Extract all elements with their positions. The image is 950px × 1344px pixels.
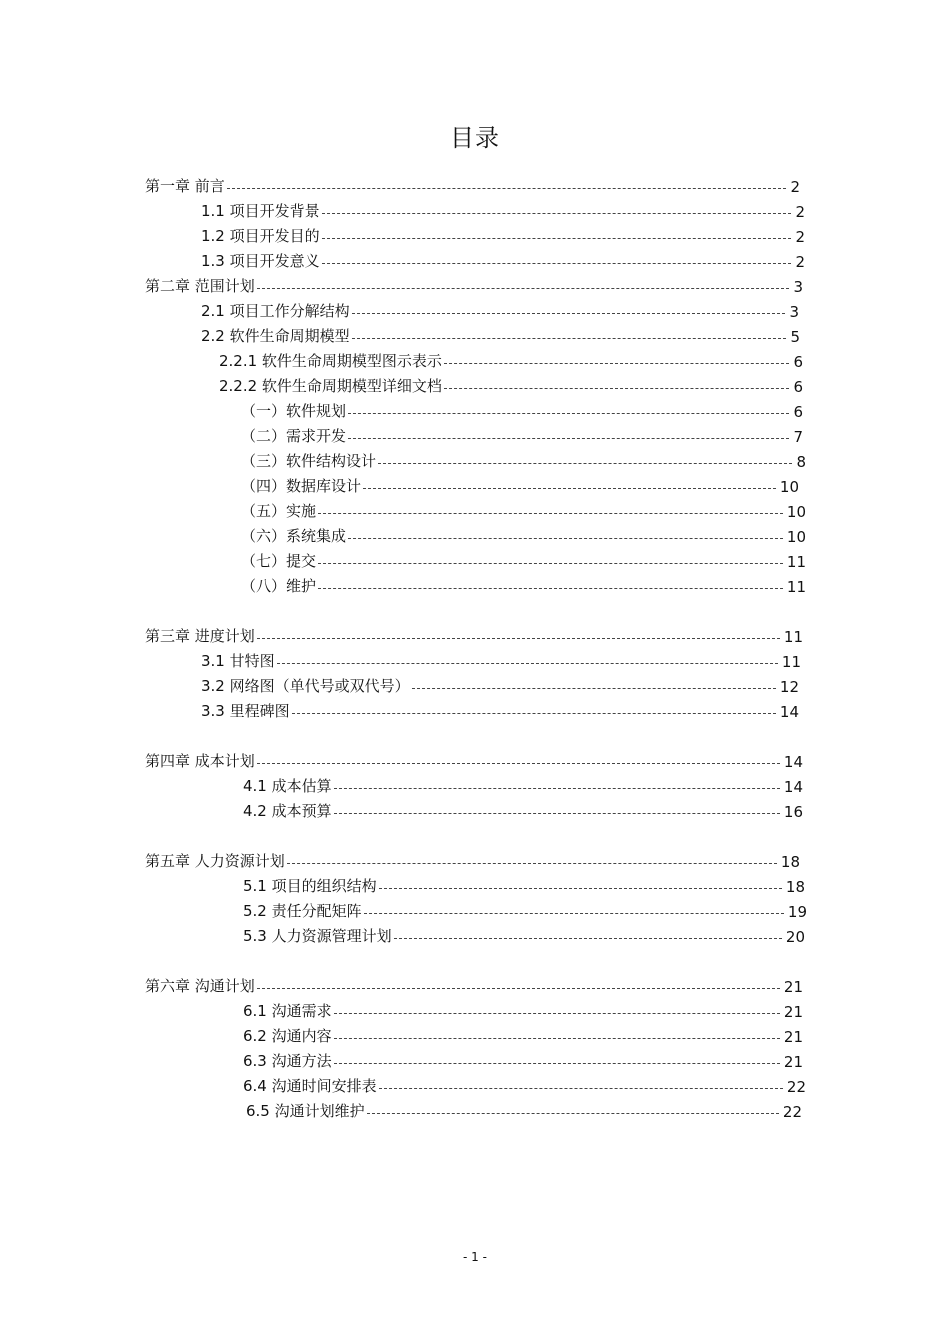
toc-entry-page: 14 <box>779 703 799 721</box>
toc-entry-page: 2 <box>790 178 800 196</box>
toc-entry[interactable] <box>241 472 799 496</box>
toc-entry-page: 11 <box>786 578 806 596</box>
toc-entry-label: 3.3 里程碑图 <box>201 702 290 720</box>
toc-leader <box>292 713 776 714</box>
toc-entry-page: 10 <box>786 528 806 546</box>
toc-entry-page: 18 <box>780 853 800 871</box>
toc-leader <box>394 938 782 939</box>
toc-entry-page: 21 <box>783 978 803 996</box>
toc-entry[interactable] <box>241 397 803 421</box>
toc-entry-label: 1.3 项目开发意义 <box>201 252 320 270</box>
toc-leader <box>378 463 792 464</box>
toc-entry[interactable] <box>243 997 803 1021</box>
toc-entry-page: 11 <box>783 628 803 646</box>
toc-entry-label: 3.1 甘特图 <box>201 652 275 670</box>
toc-leader <box>444 388 790 389</box>
toc-leader <box>257 288 790 289</box>
toc-entry[interactable] <box>145 172 800 196</box>
toc-entry[interactable] <box>243 1072 806 1096</box>
toc-entry[interactable] <box>145 972 803 996</box>
toc-entry[interactable] <box>201 222 805 246</box>
toc-entry[interactable] <box>243 872 805 896</box>
toc-entry[interactable] <box>201 697 799 721</box>
page-title: 目录 <box>450 124 500 152</box>
toc-entry-page: 16 <box>783 803 803 821</box>
toc-leader <box>318 513 783 514</box>
toc-entry-label: （二）需求开发 <box>241 427 347 445</box>
toc-entry[interactable] <box>243 1047 803 1071</box>
toc-entry-page: 10 <box>779 478 799 496</box>
toc-entry-label: （五）实施 <box>241 502 317 520</box>
toc-entry-label: 4.1 成本估算 <box>243 777 332 795</box>
toc-entry-page: 12 <box>779 678 799 696</box>
toc-entry-page: 14 <box>783 778 803 796</box>
toc-entry-page: 19 <box>787 903 807 921</box>
toc-entry-label: 第二章 范围计划 <box>145 277 255 295</box>
toc-entry-label: 3.2 网络图（单代号或双代号） <box>201 677 410 695</box>
toc-entry-page: 8 <box>796 453 806 471</box>
toc-leader <box>318 563 783 564</box>
toc-entry-page: 5 <box>790 328 800 346</box>
toc-leader <box>352 313 786 314</box>
toc-entry-page: 21 <box>783 1053 803 1071</box>
toc-entry[interactable] <box>201 297 799 321</box>
toc-entry-label: （三）软件结构设计 <box>241 452 377 470</box>
toc-entry-label: 2.2.1 软件生命周期模型图示表示 <box>219 352 442 370</box>
toc-entry[interactable] <box>145 847 800 871</box>
toc-leader <box>322 263 792 264</box>
toc-entry-label: （七）提交 <box>241 552 317 570</box>
toc-entry-page: 6 <box>793 378 803 396</box>
toc-entry-label: 6.1 沟通需求 <box>243 1002 332 1020</box>
toc-entry[interactable] <box>201 197 805 221</box>
toc-entry-label: 2.1 项目工作分解结构 <box>201 302 350 320</box>
toc-entry-label: （一）软件规划 <box>241 402 347 420</box>
toc-entry[interactable] <box>201 672 799 696</box>
toc-entry-page: 2 <box>795 203 805 221</box>
toc-leader <box>227 188 787 189</box>
toc-entry-page: 2 <box>795 228 805 246</box>
toc-entry-label: 1.1 项目开发背景 <box>201 202 320 220</box>
toc-entry-page: 6 <box>793 403 803 421</box>
toc-leader <box>334 1063 780 1064</box>
toc-entry-page: 10 <box>786 503 806 521</box>
toc-entry-page: 14 <box>783 753 803 771</box>
toc-entry-page: 21 <box>783 1003 803 1021</box>
toc-entry-page: 7 <box>793 428 803 446</box>
toc-entry-label: 5.2 责任分配矩阵 <box>243 902 362 920</box>
toc-leader <box>257 763 780 764</box>
toc-entry[interactable] <box>241 447 806 471</box>
toc-entry-page: 3 <box>793 278 803 296</box>
toc-leader <box>367 1113 779 1114</box>
page-number: - 1 - <box>463 1250 487 1264</box>
toc-leader <box>444 363 790 364</box>
toc-leader <box>334 813 780 814</box>
toc-entry-label: （六）系统集成 <box>241 527 347 545</box>
toc-leader <box>287 863 777 864</box>
toc-entry-page: 11 <box>786 553 806 571</box>
toc-leader <box>348 438 789 439</box>
toc-entry-page: 2 <box>795 253 805 271</box>
toc-entry[interactable] <box>243 1022 803 1046</box>
toc-leader <box>277 663 778 664</box>
toc-entry[interactable] <box>145 747 803 771</box>
toc-entry-label: 6.5 沟通计划维护 <box>246 1102 365 1120</box>
toc-entry[interactable] <box>219 372 803 396</box>
toc-entry[interactable] <box>219 347 803 371</box>
toc-entry-label: 第一章 前言 <box>145 177 225 195</box>
toc-entry-page: 20 <box>785 928 805 946</box>
toc-entry-label: 5.1 项目的组织结构 <box>243 877 377 895</box>
toc-entry-label: 第四章 成本计划 <box>145 752 255 770</box>
toc-entry-page: 3 <box>789 303 799 321</box>
toc-entry[interactable] <box>243 922 805 946</box>
toc-entry[interactable] <box>246 1097 802 1121</box>
toc-entry-label: 第三章 进度计划 <box>145 627 255 645</box>
toc-entry-label: 1.2 项目开发目的 <box>201 227 320 245</box>
toc-entry[interactable] <box>201 647 801 671</box>
toc-leader <box>322 213 792 214</box>
toc-leader <box>364 913 784 914</box>
toc-entry-page: 21 <box>783 1028 803 1046</box>
toc-entry[interactable] <box>201 322 800 346</box>
toc-leader <box>348 413 789 414</box>
toc-entry[interactable] <box>243 797 803 821</box>
toc-entry-label: 4.2 成本预算 <box>243 802 332 820</box>
toc-entry-page: 18 <box>785 878 805 896</box>
toc-entry-label: 6.4 沟通时间安排表 <box>243 1077 377 1095</box>
toc-leader <box>257 988 780 989</box>
toc-leader <box>257 638 780 639</box>
toc-entry-page: 22 <box>786 1078 806 1096</box>
toc-leader <box>322 238 792 239</box>
toc-entry-label: 第五章 人力资源计划 <box>145 852 285 870</box>
toc-leader <box>379 888 782 889</box>
toc-entry[interactable] <box>241 522 806 546</box>
toc-leader <box>412 688 776 689</box>
toc-entry-page: 22 <box>782 1103 802 1121</box>
toc-leader <box>348 538 783 539</box>
toc-entry[interactable] <box>243 897 807 921</box>
toc-entry-label: 5.3 人力资源管理计划 <box>243 927 392 945</box>
toc-entry[interactable] <box>241 497 806 521</box>
toc-leader <box>379 1088 783 1089</box>
toc-entry[interactable] <box>145 272 803 296</box>
toc-leader <box>334 788 780 789</box>
toc-leader <box>363 488 776 489</box>
toc-entry-label: 6.3 沟通方法 <box>243 1052 332 1070</box>
toc-entry-label: （八）维护 <box>241 577 317 595</box>
toc-leader <box>334 1038 780 1039</box>
toc-entry-page: 11 <box>781 653 801 671</box>
toc-entry-label: （四）数据库设计 <box>241 477 362 495</box>
toc-entry[interactable] <box>241 547 806 571</box>
toc-entry-label: 2.2.2 软件生命周期模型详细文档 <box>219 377 442 395</box>
toc-entry-page: 6 <box>793 353 803 371</box>
toc-entry[interactable] <box>241 572 806 596</box>
toc-entry-label: 6.2 沟通内容 <box>243 1027 332 1045</box>
toc-entry[interactable] <box>243 772 803 796</box>
toc-entry[interactable] <box>201 247 805 271</box>
toc-leader <box>334 1013 780 1014</box>
toc-entry-label: 第六章 沟通计划 <box>145 977 255 995</box>
toc-leader <box>352 338 787 339</box>
toc-leader <box>318 588 783 589</box>
toc-entry[interactable] <box>145 622 803 646</box>
toc-entry-label: 2.2 软件生命周期模型 <box>201 327 350 345</box>
toc-entry[interactable] <box>241 422 803 446</box>
